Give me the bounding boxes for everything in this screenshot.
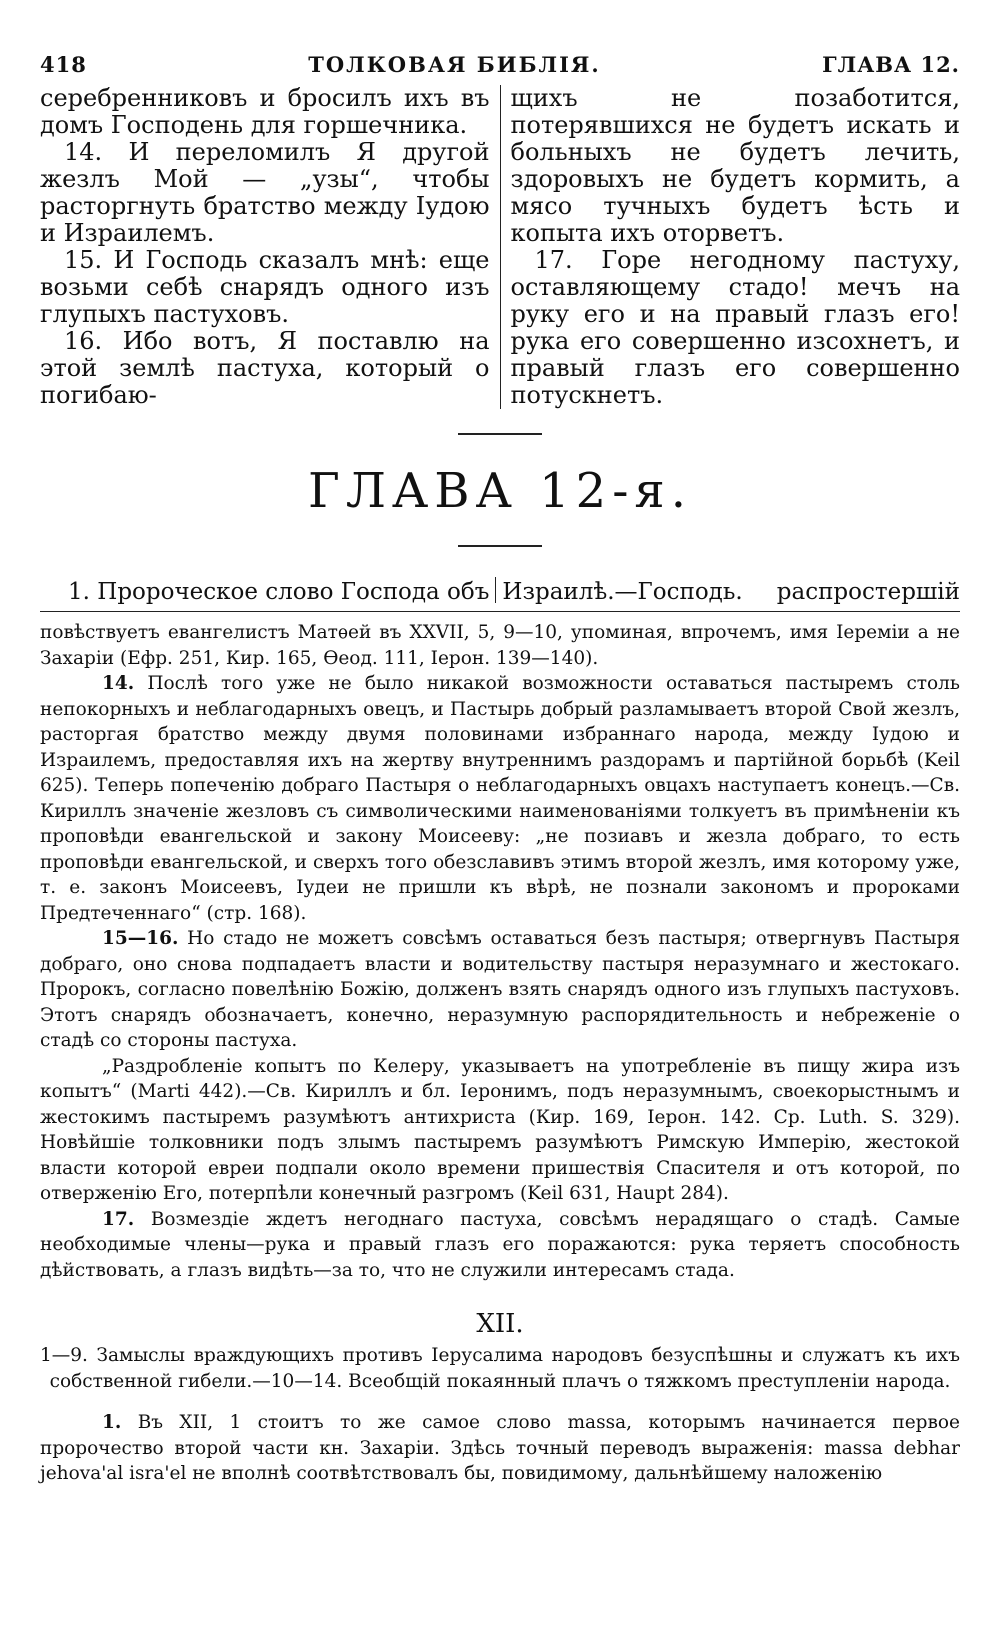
verse-number: 1. [102,1412,122,1433]
section-summary: 1—9. Замыслы враждующихъ противъ Іерусалима народовъ безуспѣшны и служатъ къ ихъ собственной гибели.—10—14. Всеобщій покаянный плачъ о тяжкомъ преступленіи народа. [40,1345,960,1392]
chapter-intro-line [40,577,960,612]
chapter-reference: ГЛАВА 12. [822,52,960,77]
verse-text: серебренниковъ и бросилъ ихъ въ домъ Господень для горшечника. [40,84,490,139]
verse-number: 14. [102,673,135,694]
divider-rule [458,433,542,435]
commentary-paragraph-quote: „Раздробленіе копытъ по Келеру, указываетъ на употребленіе въ пищу жира изъ копытъ“ (Marti 442).—Св. Кириллъ и бл. Іеронимъ, подъ неразумнымъ, своекорыстнымъ и жестокимъ пастыремъ разумѣютъ антихриста (Кир. 169, Іерон. 142. Ср. Luth. S. 329). Новѣйшіе толковники подъ злымъ пастыремъ разумѣютъ Римскую Имперію, жестокой власти которой евреи подпали около времени пришествія Спасителя и отъ которой, по отверженію Его, потерпѣли конечный разгромъ (Keil 631, Haupt 284). [40,1055,960,1204]
commentary-paragraph: повѣствуетъ евангелистъ Матѳей въ XXVII, 5, 9—10, упоминая, впрочемъ, имя Іереміи а не Захаріи (Ефр. 251, Кир. 165, Ѳеод. 111, Іерон. 139—140). [40,622,960,669]
verse-14: 14. И переломилъ Я другой жезлъ Мой — „узы“, чтобы расторгнуть братство между Іудою и Израилемъ. [40,138,490,247]
running-header [40,52,960,77]
scripture-text [40,85,960,409]
verse-17: 17. Горе негодному пастуху, оставляющему стадо! мечъ на руку его и на правый глазъ его! рука его совершенно изсохнетъ, и правый глазъ его совершенно потускнетъ. [510,246,960,409]
commentary-paragraph-15-16: 15—16. Но стадо не можетъ совсѣмъ оставаться безъ пастыря; отвергнувъ Пастыря добраго, оно снова подпадаетъ власти и водительству пастыря неразумнаго и жестокаго. Пророкъ, согласно повелѣнію Божію, долженъ взять снарядъ одного изъ глупыхъ пастуховъ. Этотъ снарядъ обозначаетъ, конечно, неразумную распорядительность и небреженіе о стадѣ со стороны пастуха. [40,928,960,1051]
section-number: XII. [476,1309,524,1339]
verse-15: 15. И Господь сказалъ мнѣ: еще возьми себѣ снарядъ одного изъ глупыхъ пастуховъ. [40,246,490,328]
scripture-left-column [40,85,500,409]
commentary-paragraph-14: 14. Послѣ того уже не было никакой возможности оставаться пастыремъ столь непокорныхъ и неблагодарныхъ овецъ, и Пастырь добрый разламываетъ второй Свой жезлъ, расторгая братство между двумя половинами избраннаго народа, между Іудою и Израилемъ, предоставляя ихъ на жертву внутреннимъ раздорамъ и партійной борьбѣ (Keil 625). Теперь попеченію добраго Пастыря о неблагодарныхъ овцахъ наступаетъ конецъ.—Св. Кириллъ значеніе жезловъ съ символическими наименованіями толкуетъ въ примѣненіи къ проповѣди евангельской и закону Моисееву: „не позиавъ и жезла добраго, то есть проповѣди евангельской, и сверхъ того обезславивъ этимъ второй жезлъ, имя которому уже, т. е. законъ Моисеевъ, Іудеи не пришли къ вѣрѣ, не познали закономъ и пророками Предтеченнаго“ (стр. 168). [40,673,961,924]
page-number: 418 [40,52,87,77]
verse-16-continued: щихъ не позаботится, потерявшихся не будетъ искать и больныхъ не будетъ лечить, здоровыхъ не будетъ кормить, а мясо тучныхъ будетъ ѣсть и копыта ихъ оторветъ. [510,84,960,247]
book-title: ТОЛКОВАЯ БИБЛІЯ. [308,52,601,77]
divider-rule [458,545,542,547]
chapter-heading: ГЛАВА 12-я. [308,463,692,519]
intro-left: 1. Пророческое слово Господа объ [68,579,490,605]
column-separator [495,577,496,603]
page [40,52,960,1487]
commentary-paragraph-17: 17. Возмездіе ждетъ негоднаго пастуха, совсѣмъ нерадящаго о стадѣ. Самые необходимые члены—рука и правый глазъ его поражаются: рука теряетъ способность дѣйствовать, а глазъ видѣть—за то, что не служили интересамъ стада. [40,1208,960,1281]
scripture-right-column [500,85,961,409]
commentary [40,620,960,1283]
verse-number: 15—16. [102,928,179,949]
section-commentary: 1. Въ XII, 1 стоитъ то же самое слово massa, которымъ начинается первое пророчество второй части кн. Захаріи. Здѣсь точный переводъ выраженія: massa debhar jehova'al isra'el не вполнѣ соотвѣтствовалъ бы, повидимому, дальнѣйшему наложенію [40,1412,960,1484]
intro-right: Израилѣ.—Господь. распростершій [502,579,960,605]
verse-16: 16. Ибо вотъ, Я поставлю на этой землѣ пастуха, который о погибаю- [40,327,490,409]
verse-number: 17. [102,1208,135,1230]
